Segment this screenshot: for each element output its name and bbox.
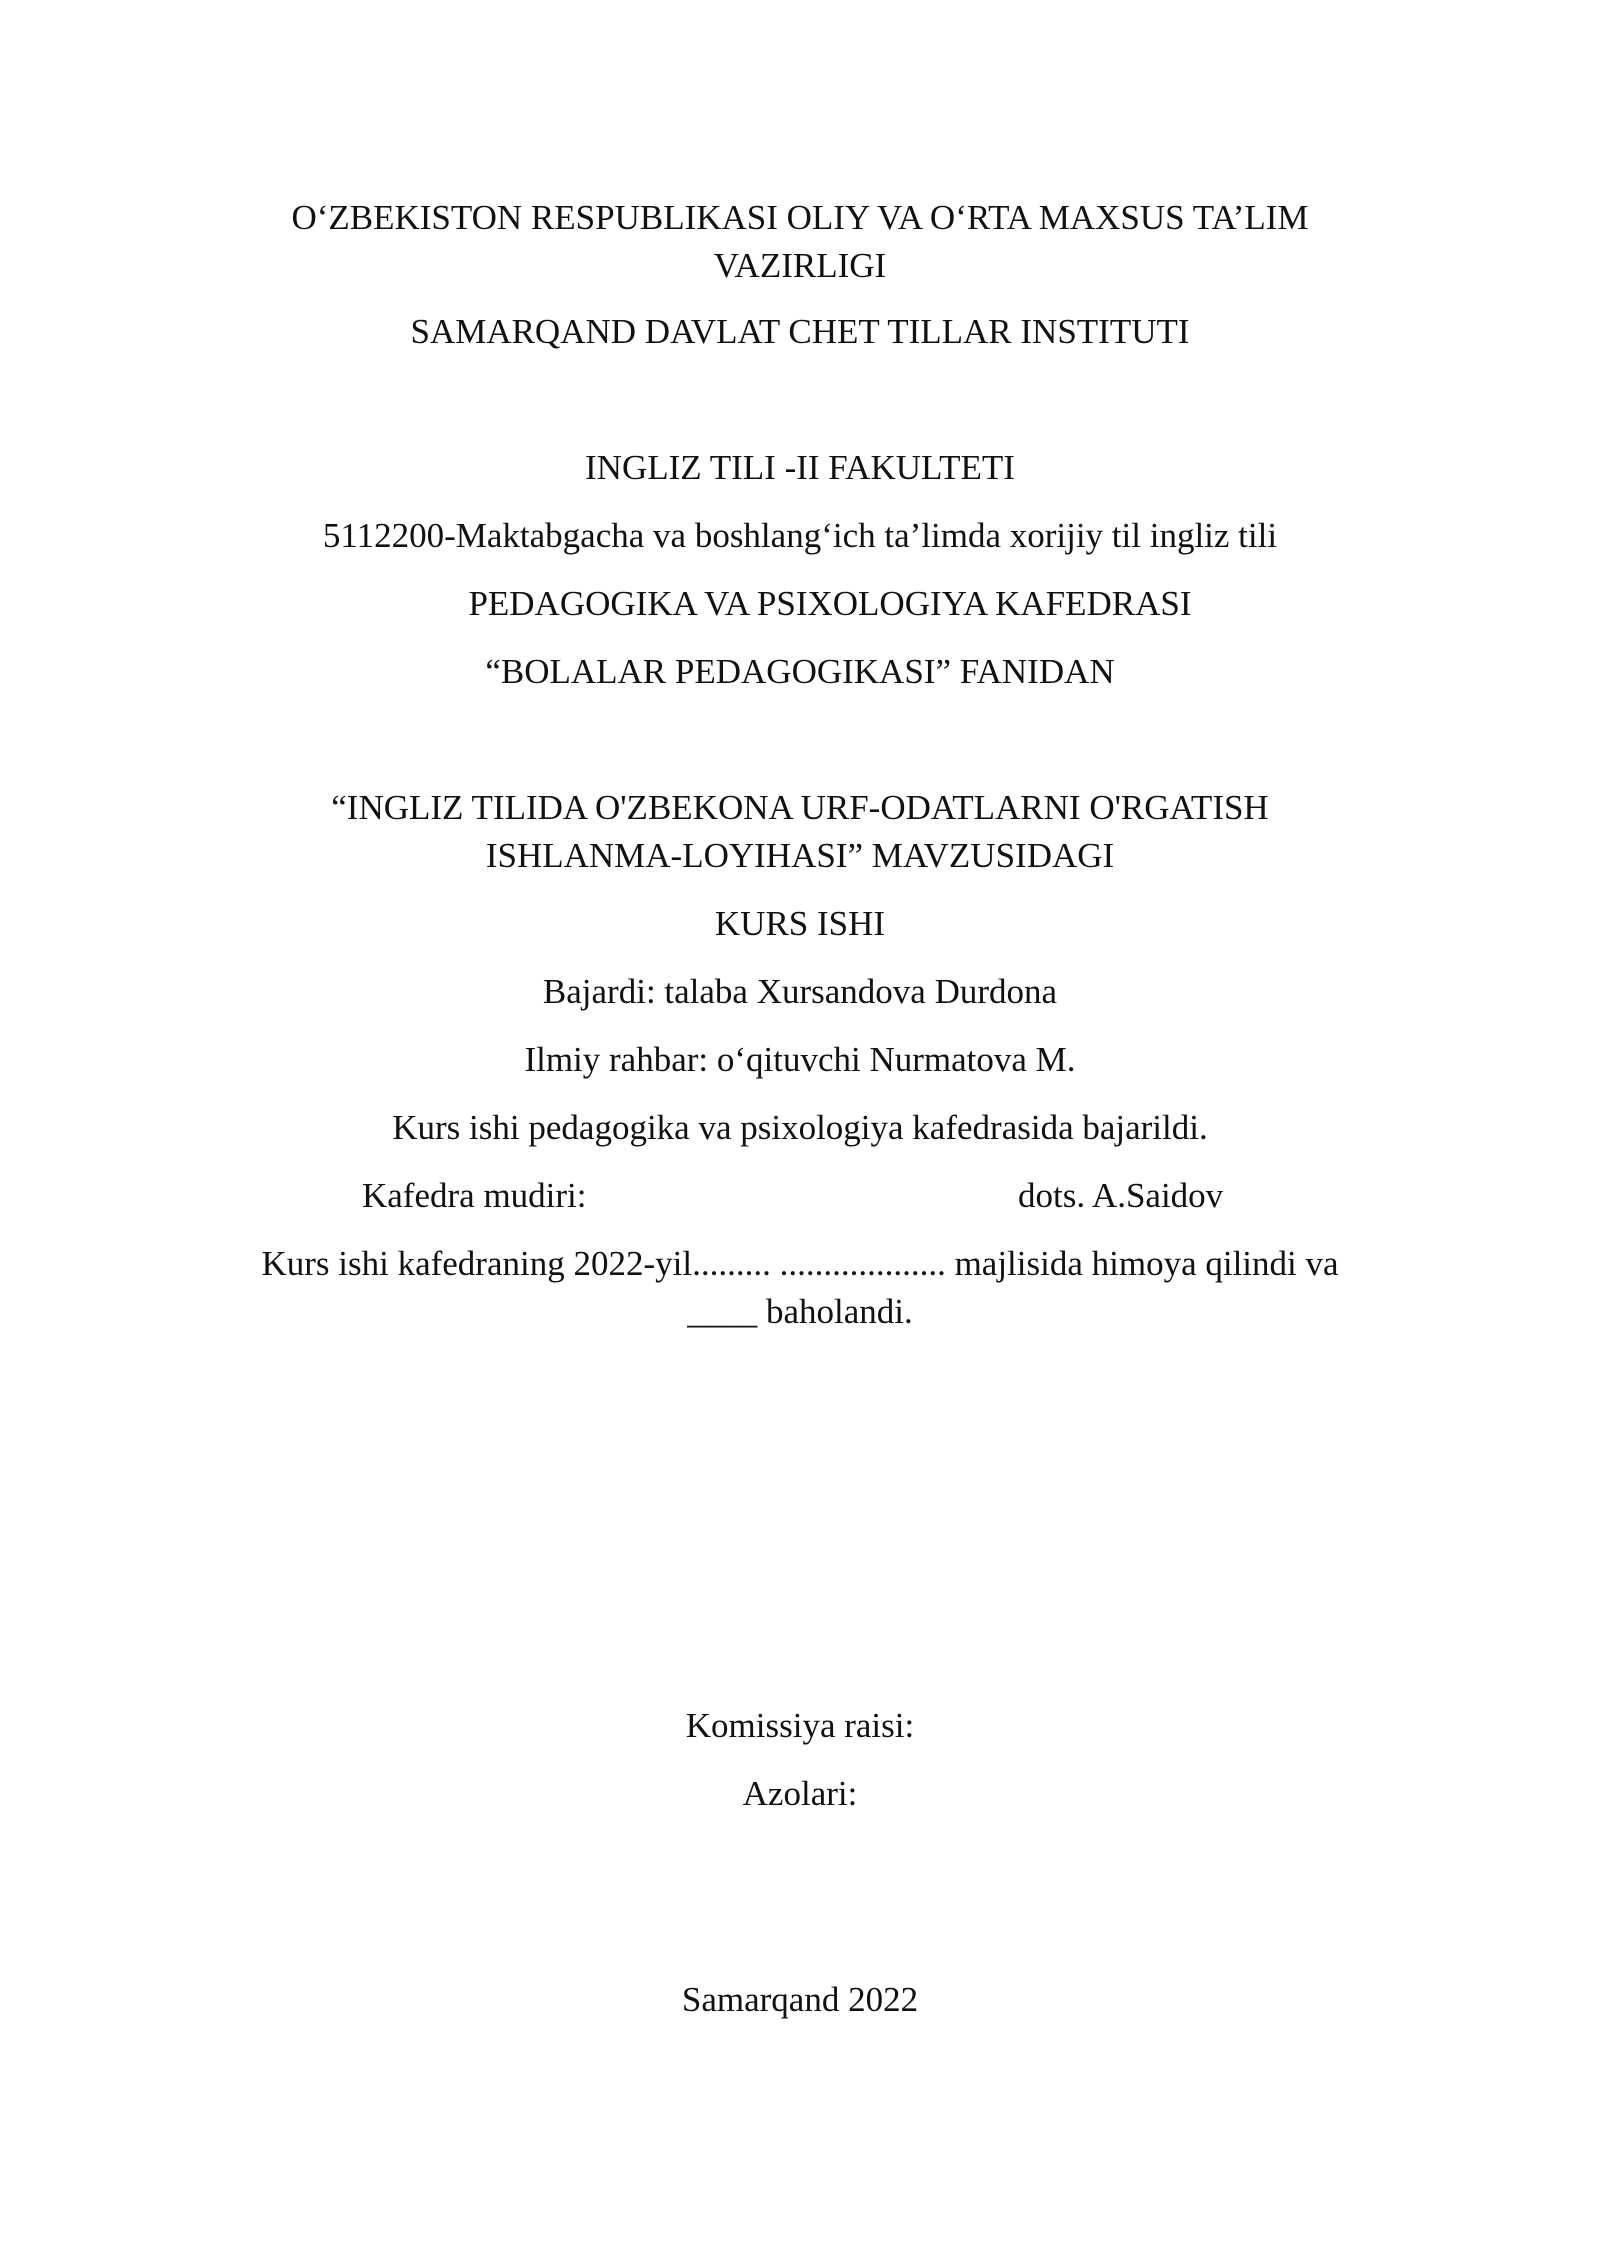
ministry-line-1: O‘ZBEKISTON RESPUBLIKASI OLIY VA O‘RTA MAXSUS TA’LIM [291,198,1309,237]
institute-name: SAMARQAND DAVLAT CHET TILLAR INSTITUTI [410,312,1190,351]
commission-chair: Komissiya raisi: [685,1706,915,1745]
author-line: Bajardi: talaba Xursandova Durdona [542,972,1058,1011]
defense-line-1: Kurs ishi kafedraning 2022-yil......... ................... majlisida himoya qilindi va [261,1244,1339,1283]
faculty-name: INGLIZ TILI -II FAKULTETI [585,448,1015,487]
head-name: dots. A.Saidov [1018,1176,1224,1215]
head-label: Kafedra mudiri: [362,1176,587,1215]
defense-line-2: ____ baholandi. [687,1292,913,1331]
completed-note: Kurs ishi pedagogika va psixologiya kafedrasida bajarildi. [392,1108,1208,1147]
topic-line-2: ISHLANMA-LOYIHASI” MAVZUSIDAGI [485,836,1115,875]
city-year: Samarqand 2022 [681,1980,919,2019]
ministry-line-2: VAZIRLIGI [713,246,887,285]
commission-members: Azolari: [742,1774,858,1813]
department-name: PEDAGOGIKA VA PSIXOLOGIYA KAFEDRASI [468,584,1192,623]
work-type: KURS ISHI [714,904,886,943]
specialty-name: 5112200-Maktabgacha va boshlang‘ich ta’limda xorijiy til ingliz tili [322,516,1278,555]
subject-name: “BOLALAR PEDAGOGIKASI” FANIDAN [485,652,1115,691]
topic-line-1: “INGLIZ TILIDA O'ZBEKONA URF-ODATLARNI O'RGATISH [331,788,1269,827]
supervisor-line: Ilmiy rahbar: o‘qituvchi Nurmatova M. [524,1040,1076,1079]
